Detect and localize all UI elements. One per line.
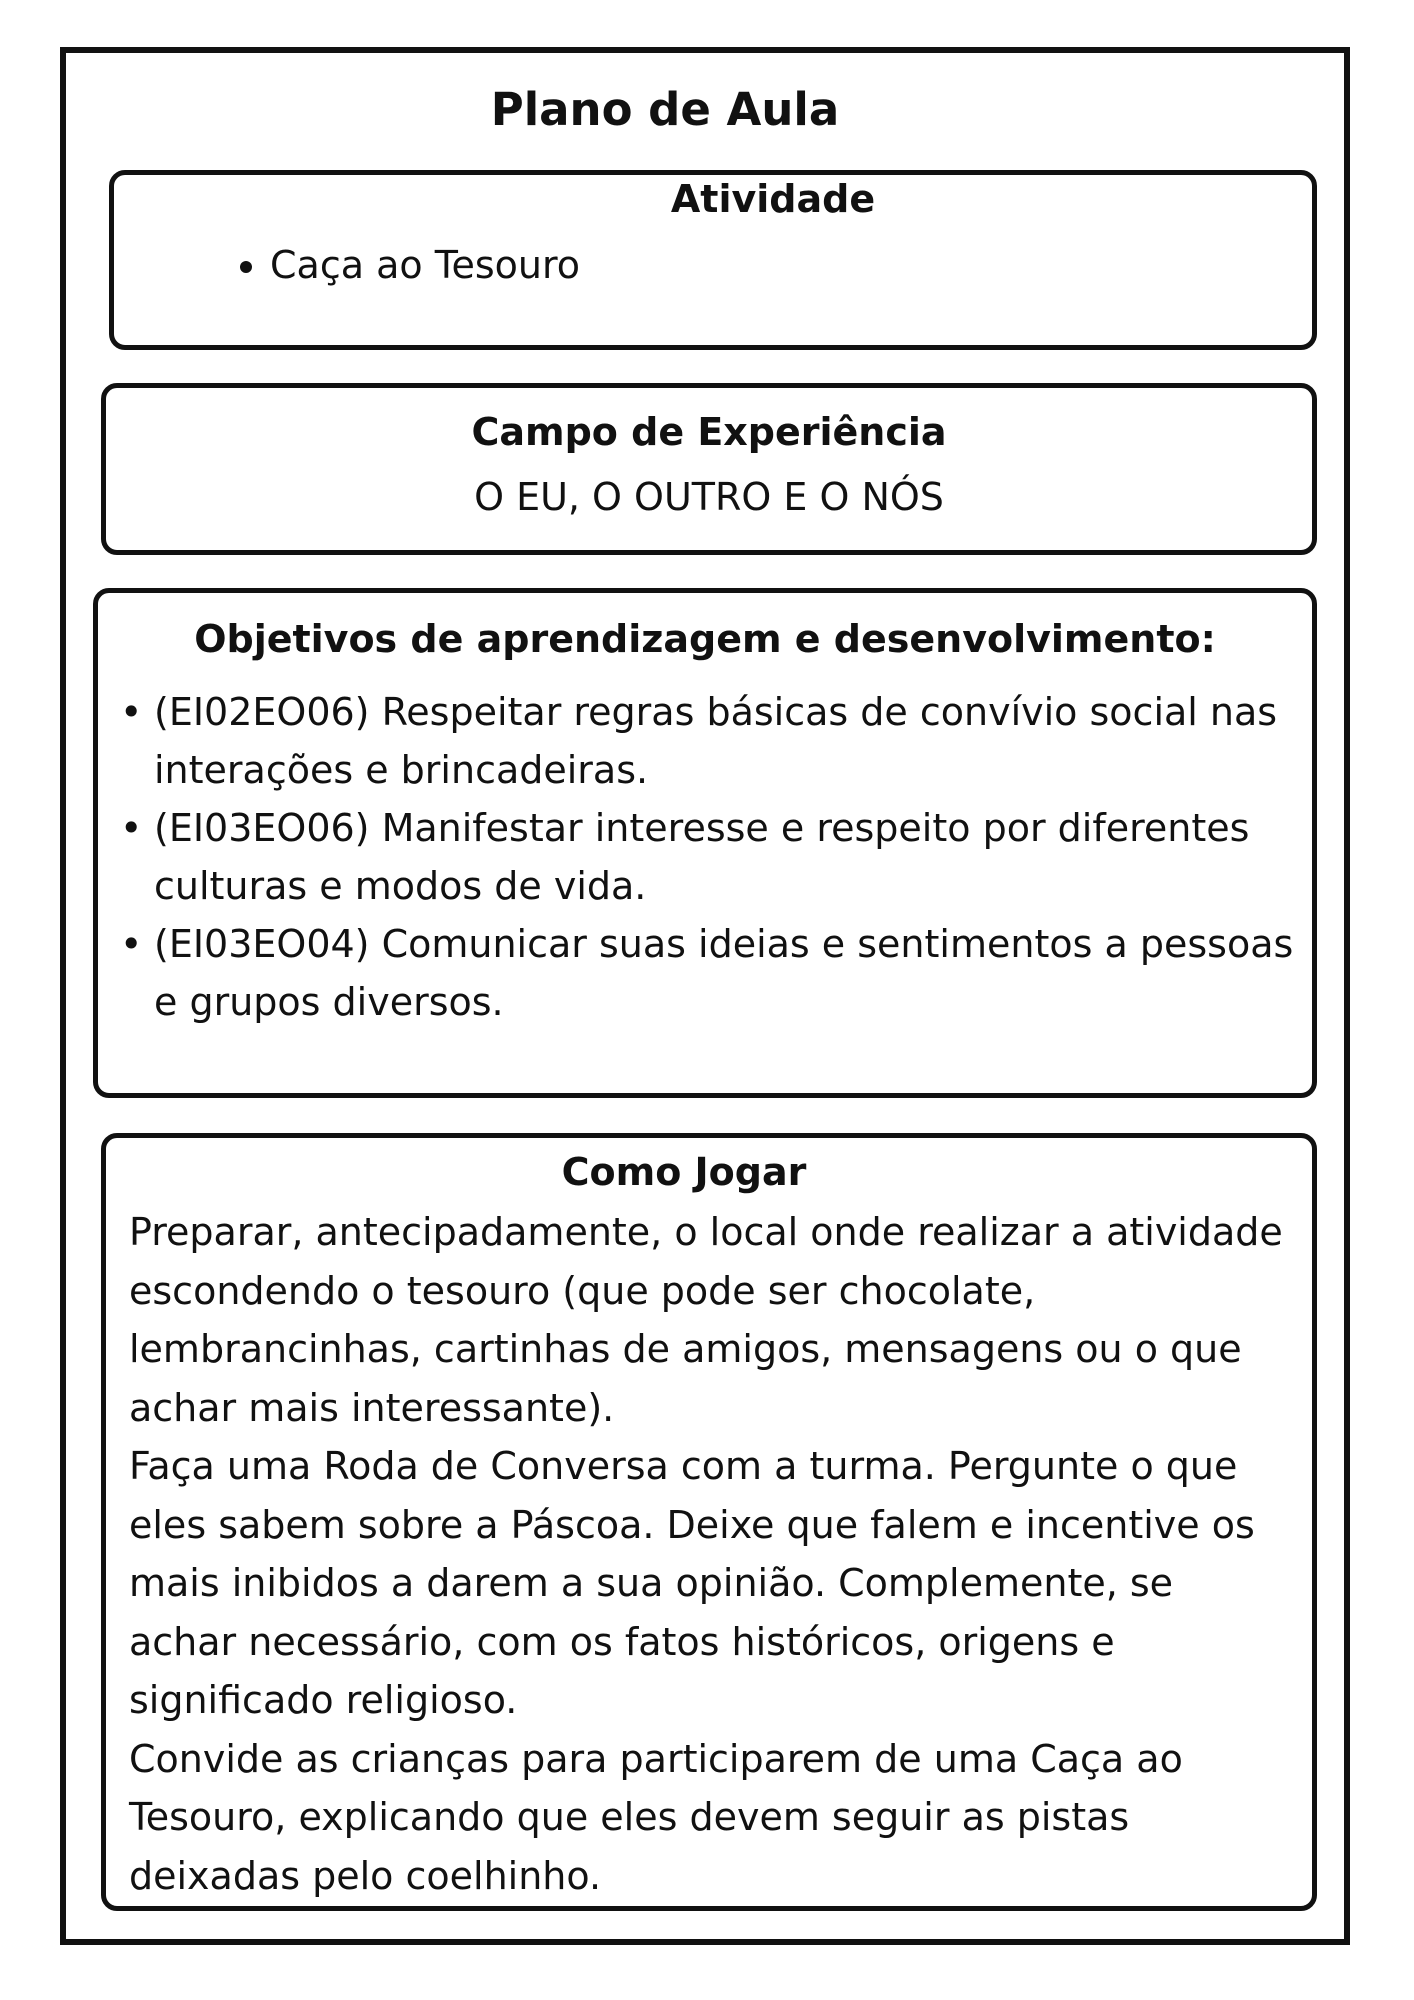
- como-jogar-box: [101, 1133, 1317, 1911]
- como-jogar-heading: Como Jogar: [561, 1150, 807, 1194]
- atividade-heading: Atividade: [670, 177, 876, 221]
- list-item: [120, 915, 1302, 1031]
- atividade-list: [218, 241, 580, 289]
- list-item: [120, 683, 1302, 799]
- paragraph: Convide as crianças para participarem de uma Caça ao Tesouro, explicando que eles devem seguir as pistas deixadas pelo coelhinho.: [129, 1736, 1183, 1898]
- objetivos-heading: Objetivos de aprendizagem e desenvolvimento:: [194, 617, 1216, 661]
- atividade-box: [109, 170, 1317, 350]
- campo-experiencia-box: [101, 383, 1317, 555]
- bullet-icon: •: [120, 922, 143, 966]
- list-item: • Caça ao Tesouro: [270, 241, 580, 289]
- objetivo-text: (EI02EO06) Respeitar regras básicas de convívio social nas interações e brincadeiras.: [154, 690, 1278, 792]
- campo-heading: Campo de Experiência: [471, 410, 947, 454]
- objetivos-box: [93, 588, 1317, 1098]
- paragraph: Preparar, antecipadamente, o local onde realizar a atividade escondendo o tesouro (que pode ser chocolate, lembrancinhas, cartinhas de amigos, mensagens ou o que achar mais interessante).: [129, 1210, 1283, 1430]
- list-item: [120, 799, 1302, 915]
- page-title: Plano de Aula: [490, 83, 840, 136]
- bullet-icon: •: [120, 690, 143, 734]
- paragraph: Faça uma Roda de Conversa com a turma. Pergunte o que eles sabem sobre a Páscoa. Deixe que falem e incentive os mais inibidos a darem a sua opinião. Complemente, se achar necessário, com os fatos históricos, origens e significado religioso.: [129, 1444, 1255, 1722]
- campo-value: O EU, O OUTRO E O NÓS: [474, 475, 944, 519]
- bullet-icon: •: [120, 806, 143, 850]
- como-jogar-text: [129, 1203, 1292, 1905]
- objetivos-list: [98, 683, 1302, 1031]
- objetivo-text: (EI03EO06) Manifestar interesse e respeito por diferentes culturas e modos de vida.: [154, 806, 1250, 908]
- objetivo-text: (EI03EO04) Comunicar suas ideias e sentimentos a pessoas e grupos diversos.: [154, 922, 1294, 1024]
